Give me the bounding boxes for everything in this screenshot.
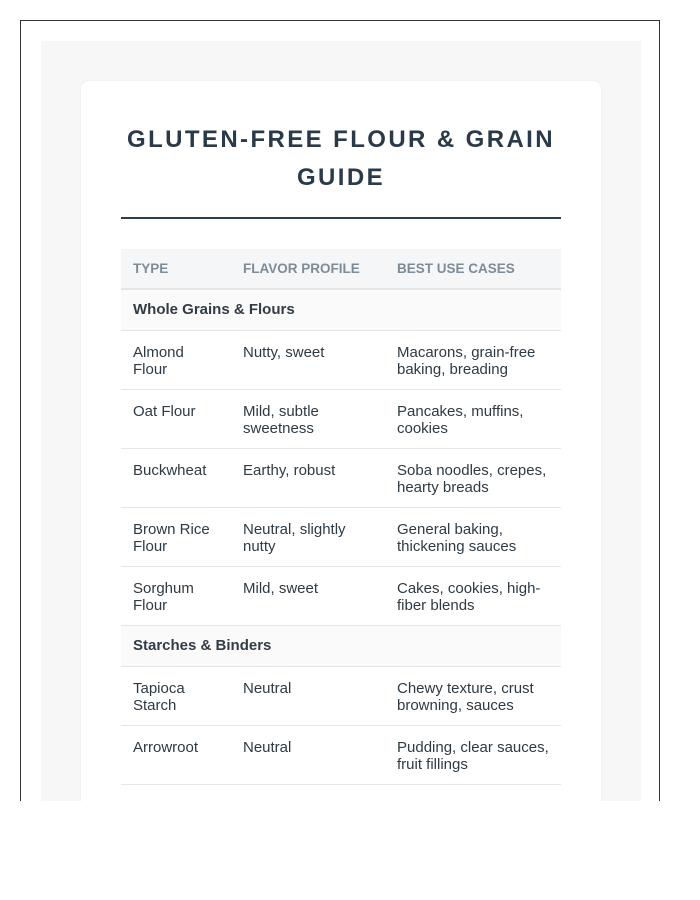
type-cell: Sorghum Flour <box>121 566 231 625</box>
use-cell: Chewy texture, crust browning, sauces <box>385 666 561 725</box>
flavor-cell: Nutty, sweet <box>231 330 385 389</box>
section-label: Starches & Binders <box>121 625 561 666</box>
use-cell: Cakes, cookies, high-fiber blends <box>385 566 561 625</box>
section-row-starches-binders <box>121 625 561 666</box>
page-backdrop <box>41 41 641 801</box>
flavor-cell: Earthy, robust <box>231 448 385 507</box>
column-header-best-use-cases: BEST USE CASES <box>385 249 561 289</box>
flavor-cell: Mild, subtle sweetness <box>231 389 385 448</box>
table-row <box>121 507 561 566</box>
type-cell: Buckwheat <box>121 448 231 507</box>
use-cell: Soba noodles, crepes, hearty breads <box>385 448 561 507</box>
type-cell: Brown Rice Flour <box>121 507 231 566</box>
column-header-flavor-profile: FLAVOR PROFILE <box>231 249 385 289</box>
title-divider <box>121 217 561 219</box>
table-row <box>121 666 561 725</box>
section-row-whole-grains <box>121 289 561 330</box>
flour-guide-table <box>121 249 561 785</box>
use-cell: General baking, thickening sauces <box>385 507 561 566</box>
type-cell: Arrowroot <box>121 725 231 784</box>
flavor-cell: Neutral, slightly nutty <box>231 507 385 566</box>
type-cell: Almond Flour <box>121 330 231 389</box>
flavor-cell: Neutral <box>231 666 385 725</box>
flavor-cell: Neutral <box>231 725 385 784</box>
type-cell: Tapioca Starch <box>121 666 231 725</box>
table-row <box>121 389 561 448</box>
table-header-row <box>121 249 561 289</box>
table-row <box>121 725 561 784</box>
use-cell: Pudding, clear sauces, fruit fillings <box>385 725 561 784</box>
type-cell: Oat Flour <box>121 389 231 448</box>
flavor-cell: Mild, sweet <box>231 566 385 625</box>
section-label: Whole Grains & Flours <box>121 289 561 330</box>
table-row <box>121 330 561 389</box>
use-cell: Pancakes, muffins, cookies <box>385 389 561 448</box>
table-row <box>121 448 561 507</box>
column-header-type: TYPE <box>121 249 231 289</box>
use-cell: Macarons, grain-free baking, breading <box>385 330 561 389</box>
page-title: GLUTEN-FREE FLOUR & GRAIN GUIDE <box>127 126 555 191</box>
guide-card <box>81 81 601 801</box>
table-row <box>121 566 561 625</box>
page-frame <box>20 20 660 801</box>
